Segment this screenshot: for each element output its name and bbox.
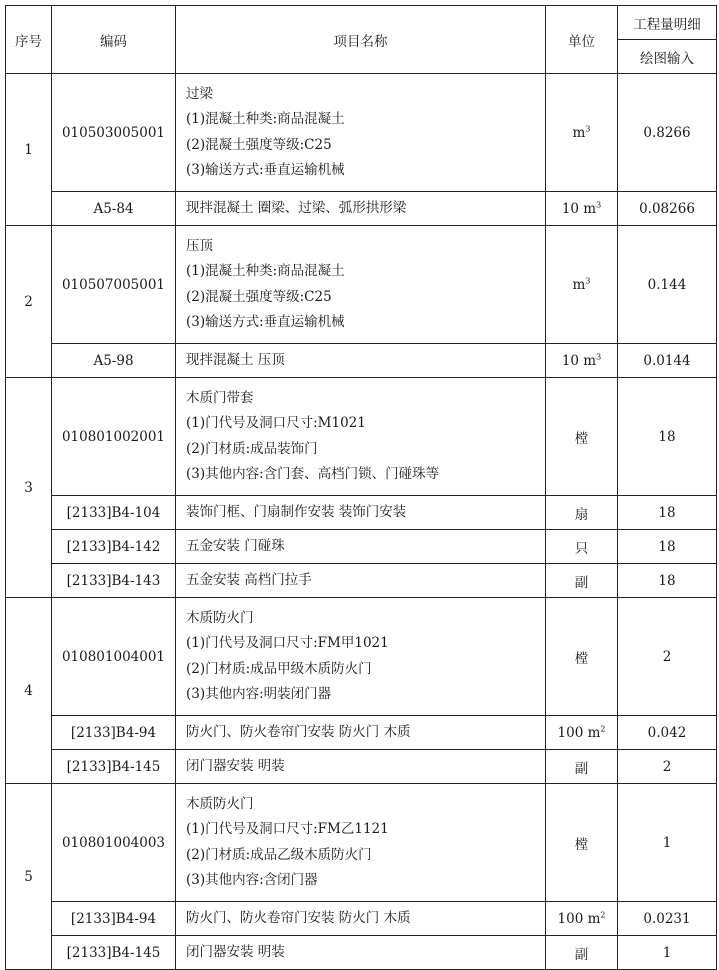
name-line: 防火门、防火卷帘门安装 防火门 木质 (186, 723, 411, 740)
header-unit: 单位 (546, 6, 618, 74)
name-cell (176, 784, 546, 902)
name-line: (3)其他内容:明装闭门器 (186, 686, 332, 702)
unit-text: 10 m (561, 352, 597, 369)
unit-cell (546, 496, 618, 530)
table-row (6, 530, 717, 564)
name-line: (1)混凝土种类:商品混凝土 (186, 111, 345, 127)
unit-text: 100 m (557, 724, 601, 741)
unit-text: 只 (574, 540, 589, 557)
name-line: 闭门器安装 明装 (186, 757, 285, 774)
table-row (6, 192, 717, 226)
name-line: (1)门代号及洞口尺寸:FM乙1121 (186, 821, 389, 837)
qty-cell: 18 (618, 530, 717, 564)
unit-cell (546, 530, 618, 564)
seq-cell: 4 (6, 598, 52, 784)
qty-cell: 0.08266 (618, 192, 717, 226)
name-line: 木质防火门 (186, 795, 254, 812)
qty-cell: 18 (618, 564, 717, 598)
unit-cell (546, 936, 618, 970)
name-line: (2)混凝土强度等级:C25 (186, 136, 332, 153)
qty-cell: 0.0144 (618, 344, 717, 378)
unit-cell (546, 378, 618, 496)
name-line: (3)其他内容:含闭门器 (186, 872, 318, 888)
unit-text: 樘 (574, 430, 589, 447)
name-line: 五金安装 高档门拉手 (186, 571, 312, 588)
unit-text: 副 (574, 946, 589, 963)
name-cell (176, 74, 546, 192)
qty-cell: 0.8266 (618, 74, 717, 192)
name-line: 现拌混凝土 压顶 (186, 351, 285, 368)
unit-cell (546, 344, 618, 378)
unit-cell (546, 564, 618, 598)
name-line: (1)混凝土种类:商品混凝土 (186, 263, 345, 279)
qty-cell: 2 (618, 598, 717, 716)
unit-text: m (572, 276, 586, 293)
name-cell (176, 902, 546, 936)
table-row (6, 74, 717, 192)
code-cell: [2133]B4-143 (52, 564, 176, 598)
code-cell: [2133]B4-104 (52, 496, 176, 530)
name-line: 五金安装 门碰珠 (186, 537, 285, 554)
qty-cell: 1 (618, 784, 717, 902)
name-line: (3)输送方式:垂直运输机械 (186, 314, 345, 330)
unit-cell (546, 598, 618, 716)
name-line: 过梁 (186, 85, 213, 102)
unit-text: 扇 (574, 506, 589, 523)
name-line: (1)门代号及洞口尺寸:FM甲1021 (186, 635, 389, 651)
unit-cell (546, 226, 618, 344)
table-body (6, 74, 717, 970)
qty-cell: 18 (618, 378, 717, 496)
code-cell: 010801004001 (52, 598, 176, 716)
unit-text: 樘 (574, 650, 589, 667)
code-cell: [2133]B4-145 (52, 936, 176, 970)
code-cell: 010507005001 (52, 226, 176, 344)
code-cell: [2133]B4-142 (52, 530, 176, 564)
code-cell: A5-84 (52, 192, 176, 226)
header-qty-group: 工程量明细 (618, 6, 717, 40)
name-line: (3)其他内容:含门套、高档门锁、门碰珠等 (186, 466, 440, 482)
qty-cell: 1 (618, 936, 717, 970)
qty-cell: 0.144 (618, 226, 717, 344)
unit-text: m (572, 124, 586, 141)
table-row (6, 902, 717, 936)
code-cell: [2133]B4-145 (52, 750, 176, 784)
name-line: 防火门、防火卷帘门安装 防火门 木质 (186, 909, 411, 926)
table-row (6, 564, 717, 598)
code-cell: [2133]B4-94 (52, 716, 176, 750)
name-line: (3)输送方式:垂直运输机械 (186, 162, 345, 178)
name-cell (176, 378, 546, 496)
name-line: (2)门材质:成品乙级木质防火门 (186, 846, 372, 863)
code-cell: 010801004003 (52, 784, 176, 902)
unit-exponent: 3 (596, 200, 602, 209)
code-cell: [2133]B4-94 (52, 902, 176, 936)
table-row (6, 344, 717, 378)
unit-cell (546, 784, 618, 902)
seq-cell: 5 (6, 784, 52, 970)
name-line: (2)混凝土强度等级:C25 (186, 288, 332, 305)
unit-text: 副 (574, 574, 589, 591)
name-line: 压顶 (186, 237, 213, 254)
name-cell (176, 598, 546, 716)
table-row (6, 716, 717, 750)
unit-exponent: 2 (600, 910, 606, 919)
table-row (6, 496, 717, 530)
unit-text: 100 m (557, 910, 601, 927)
code-cell: 010503005001 (52, 74, 176, 192)
unit-text: 副 (574, 760, 589, 777)
name-line: 木质门带套 (186, 389, 254, 406)
unit-cell (546, 74, 618, 192)
header-qty-sub: 绘图输入 (618, 40, 717, 74)
name-line: 闭门器安装 明装 (186, 943, 285, 960)
qty-cell: 2 (618, 750, 717, 784)
seq-cell: 2 (6, 226, 52, 378)
name-cell (176, 750, 546, 784)
code-cell: A5-98 (52, 344, 176, 378)
qty-cell: 0.0231 (618, 902, 717, 936)
quantity-table (5, 5, 717, 970)
name-line: (2)门材质:成品甲级木质防火门 (186, 660, 372, 677)
code-cell: 010801002001 (52, 378, 176, 496)
qty-cell: 18 (618, 496, 717, 530)
unit-text: 樘 (574, 836, 589, 853)
header-name: 项目名称 (176, 6, 546, 74)
qty-cell: 0.042 (618, 716, 717, 750)
unit-cell (546, 716, 618, 750)
header-code: 编码 (52, 6, 176, 74)
name-line: 木质防火门 (186, 609, 254, 626)
name-line: (2)门材质:成品装饰门 (186, 440, 318, 457)
unit-text: 10 m (561, 200, 597, 217)
unit-exponent: 2 (600, 724, 606, 733)
name-cell (176, 716, 546, 750)
unit-cell (546, 902, 618, 936)
unit-exponent: 3 (596, 352, 602, 361)
seq-cell: 3 (6, 378, 52, 598)
name-cell (176, 496, 546, 530)
name-cell (176, 344, 546, 378)
name-cell (176, 226, 546, 344)
name-line: 装饰门框、门扇制作安装 装饰门安装 (186, 503, 407, 520)
table-row (6, 784, 717, 902)
name-cell (176, 530, 546, 564)
unit-exponent: 3 (585, 124, 591, 133)
name-cell (176, 936, 546, 970)
table-row (6, 378, 717, 496)
name-cell (176, 192, 546, 226)
unit-exponent: 3 (585, 276, 591, 285)
unit-cell (546, 192, 618, 226)
name-cell (176, 564, 546, 598)
table-row (6, 936, 717, 970)
table-row (6, 226, 717, 344)
table-row (6, 750, 717, 784)
header-seq: 序号 (6, 6, 52, 74)
name-line: (1)门代号及洞口尺寸:M1021 (186, 415, 366, 431)
name-line: 现拌混凝土 圈梁、过梁、弧形拱形梁 (186, 199, 407, 216)
table-row (6, 598, 717, 716)
seq-cell: 1 (6, 74, 52, 226)
unit-cell (546, 750, 618, 784)
